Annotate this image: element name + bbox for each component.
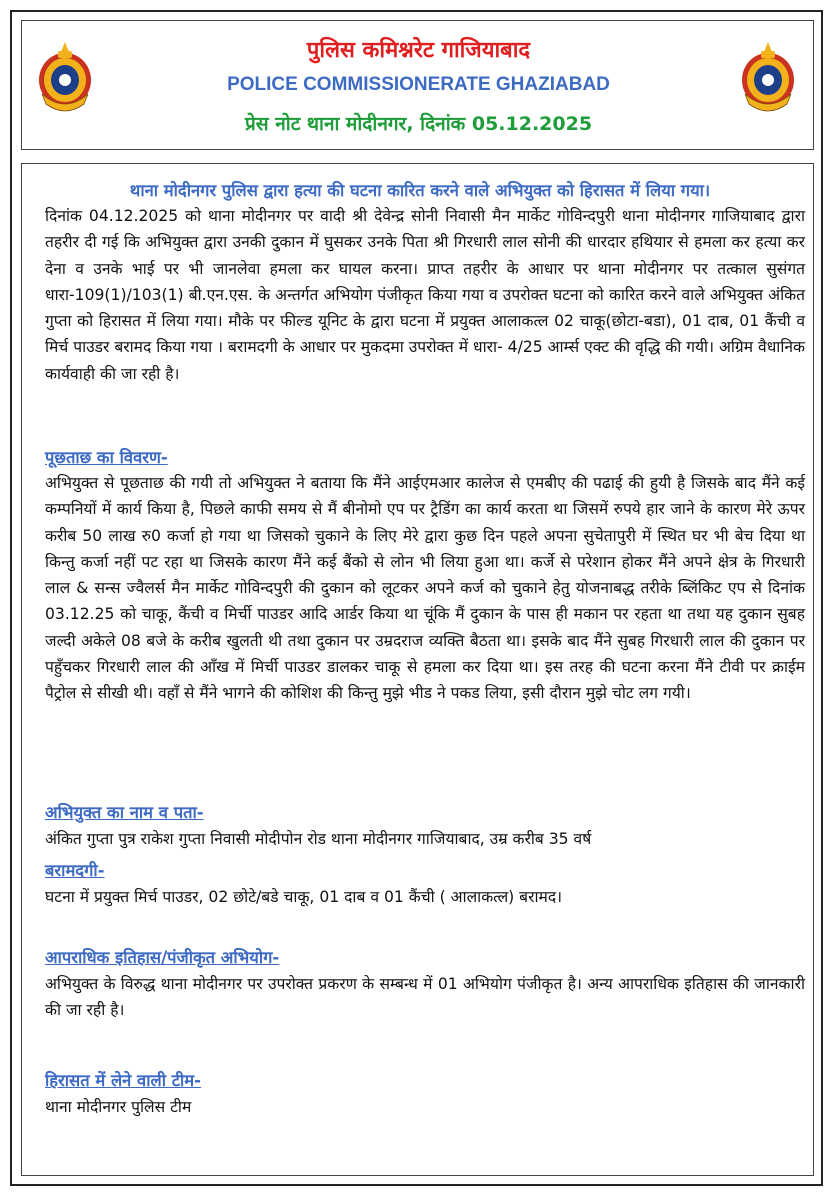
section-text-accused: अंकित गुप्ता पुत्र राकेश गुप्ता निवासी मोदीपोन रोड थाना मोदीनगर गाजियाबाद, उम्र करीब 35 वर्ष xyxy=(45,830,592,848)
section-heading-criminal-history: आपराधिक इतिहास/पंजीकृत अभियोग- xyxy=(45,948,280,967)
section-text-recovery: घटना में प्रयुक्त मिर्च पाउडर, 02 छोटे/बडे चाकू, 01 दाब व 01 कैंची ( आलाकत्ल) बरामद। xyxy=(45,888,563,906)
section-text-interrogation: अभियुक्त से पूछताछ की गयी तो अभियुक्त ने बताया कि मैंने आईएमआर कालेज से एमबीए की पढाई की हुयी है जिसके बाद मैंने कई कम्पनियों में कार्य किया है, पिछले काफी समय से मैं बीनोमो एप पर ट्रैडिंग का कार्य करता था जिसमें रुपये हार जाने के कारण मेरे ऊपर करीब 50 लाख रु0 कर्जा हो गया था जिसको चुकाने के लिए मेरे द्वारा कुछ दिन पहले अपना सुचेतापुरी में स्थित घर भी बेच दिया था किन्तु कर्जा नहीं पट रहा था जिसके कारण मैंने कई बैंको से लोन भी लिया हुआ था। कर्जे से परेशान होकर मैंने अपने क्षेत्र के गिरधारी लाल & सन्स ज्वैलर्स मैन मार्केट गोविन्दपुरी की दुकान को लूटकर अपने कर्ज को चुकाने हेतु योजनाबद्ध तरीके ब्लिंकिट एप से दिनांक 03.12.25 को चाकू, कैंची व मिर्ची पाउडर आदि आर्डर किया था चूंकि मैं दुकान के पास ही मकान पर रहता था तथा यह दुकान सुबह जल्दी अकेले 08 बजे के करीब खुलती थी तथा दुकान पर उम्रदराज व्यक्ति बैठता था। इसके बाद मैंने सुबह गिरधारी लाल की दुकान पर पहुँचकर गिरधारी लाल की आँख में मिर्ची पाउडर डालकर चाकू से हमला कर दिया था। इस तरह की घटना करना मैंने टीवी पर क्राईम पैट्रोल से सीखी थी। वहाँ से मैंने भागने की कोशिश की किन्तु मुझे भीड ने पकड लिया, इसी दौरान मुझे चोट लग गयी। xyxy=(45,474,805,703)
intro-paragraph: दिनांक 04.12.2025 को थाना मोदीनगर पर वादी श्री देवेन्द्र सोनी निवासी मैन मार्केट गोविन्दपुरी थाना मोदीनगर गाजियाबाद द्वारा तहरीर दी गई कि अभियुक्त द्वारा उनकी दुकान में घुसकर उनके पिता श्री गिरधारी लाल सोनी की धारदार हथियार से हमला कर हत्या कर देना व उनके भाई पर भी जानलेवा हमला कर घायल करना। प्राप्त तहरीर के आधार पर थाना मोदीनगर पर तत्काल सुसंगत धारा-109(1)/103(1) बी.एन.एस. के अन्तर्गत अभियोग पंजीकृत किया गया व उपरोक्त घटना को कारित करने वाले अभियुक्त अंकित गुप्ता को हिरासत में लिया गया। मौके पर फील्ड यूनिट के द्वारा घटना में प्रयुक्त आलाकत्ल 02 चाकू(छोटा-बडा), 01 दाब, 01 कैंची व मिर्च पाउडर बरामद किया गया । बरामदगी के आधार पर मुकदमा उपरोक्त में धारा- 4/25 आर्म्स एक्ट की वृद्धि की गयी। अग्रिम वैधानिक कार्यवाही की जा रही है। xyxy=(45,207,805,383)
section-heading-team: हिरासत में लेने वाली टीम- xyxy=(45,1071,202,1090)
section-heading-accused: अभियुक्त का नाम व पता- xyxy=(45,803,204,822)
section-text-criminal-history: अभियुक्त के विरुद्ध थाना मोदीनगर पर उपरोक्त प्रकरण के सम्बन्ध में 01 अभियोग पंजीकृत है। अन्य आपराधिक इतिहास की जानकारी की जा रही है। xyxy=(45,975,805,1020)
press-note-title: प्रेस नोट थाना मोदीनगर, दिनांक 05.12.2025 xyxy=(244,113,593,135)
subject-line: थाना मोदीनगर पुलिस द्वारा हत्या की घटना कारित करने वाले अभियुक्त को हिरासत में लिया गया। xyxy=(129,181,711,200)
section-text-team: थाना मोदीनगर पुलिस टीम xyxy=(45,1098,192,1116)
header-title-english: POLICE COMMISSIONERATE GHAZIABAD xyxy=(227,74,610,95)
section-heading-interrogation: पूछताछ का विवरण- xyxy=(45,448,168,467)
header-title-hindi: पुलिस कमिश्नरेट गाजियाबाद xyxy=(306,38,531,63)
section-heading-recovery: बरामदगी- xyxy=(45,861,105,880)
